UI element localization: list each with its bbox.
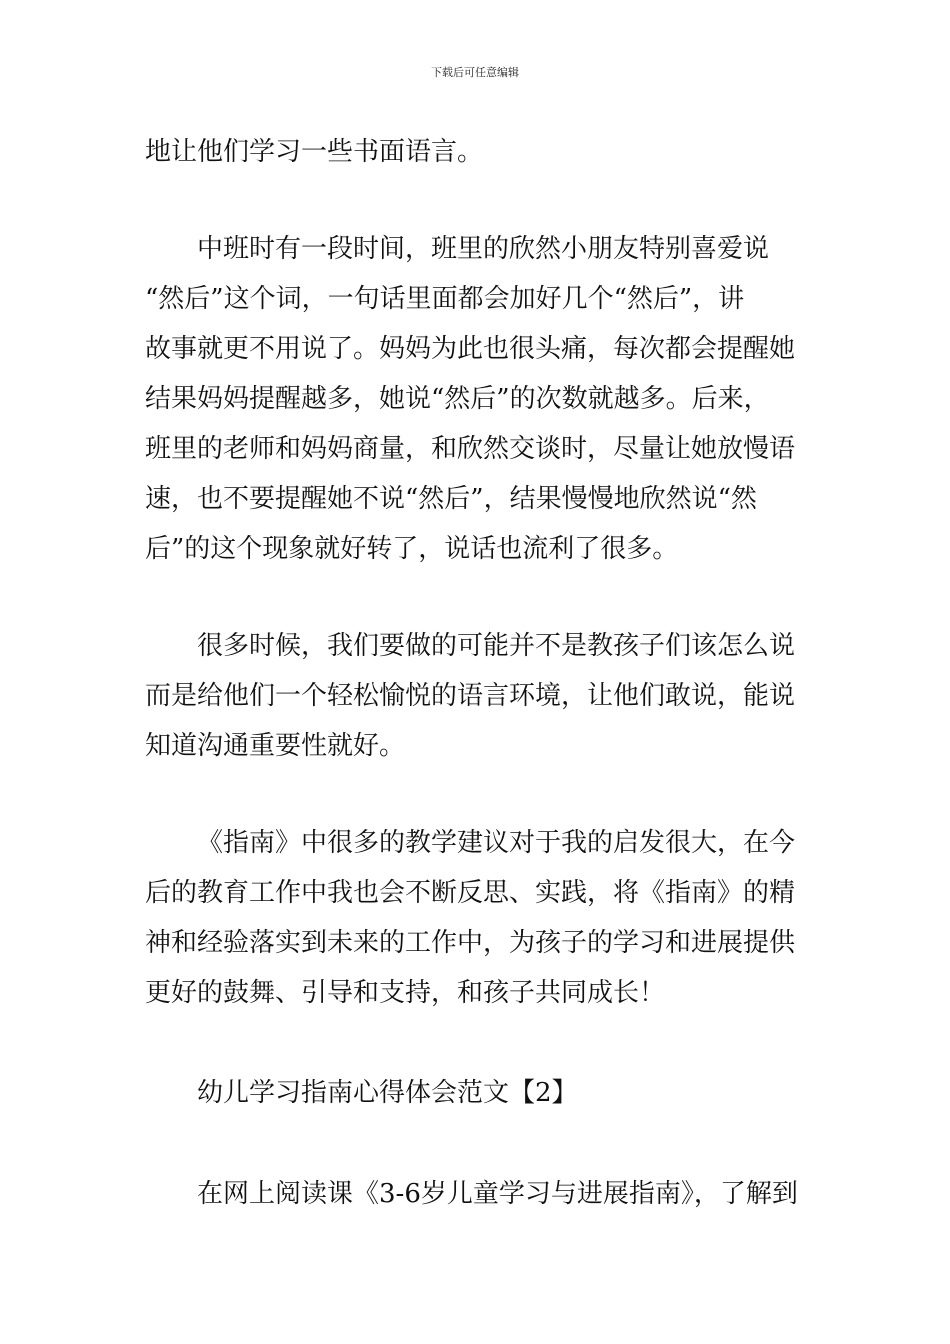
text-line: 地让他们学习一些书面语言。 — [145, 137, 484, 167]
text-line: 后的教育工作中我也会不断反思、实践，将《指南》的精 — [145, 878, 796, 908]
text-line: “然后”这个词，一句话里面都会加好几个“然后”，讲 — [145, 284, 745, 314]
text-line: 故事就更不用说了。妈妈为此也很头痛，每次都会提醒她 — [145, 334, 796, 364]
page-header: 下载后可任意编辑 — [431, 66, 519, 79]
text-line: 速，也不要提醒她不说“然后”，结果慢慢地欣然说“然 — [145, 484, 757, 514]
text-line: 中班时有一段时间，班里的欣然小朋友特别喜爱说 — [197, 234, 770, 264]
text-line: 后”的这个现象就好转了，说话也流利了很多。 — [145, 534, 679, 564]
text-line: 更好的鼓舞、引导和支持，和孩子共同成长！ — [145, 978, 666, 1008]
text-line: 《指南》中很多的教学建议对于我的启发很大，在今 — [197, 828, 796, 858]
section-heading: 幼儿学习指南心得体会范文【2】 — [197, 1078, 578, 1108]
text-line: 而是给他们一个轻松愉悦的语言环境，让他们敢说，能说 — [145, 681, 796, 711]
text-line: 结果妈妈提醒越多，她说“然后”的次数就越多。后来， — [145, 384, 770, 414]
text-line: 神和经验落实到未来的工作中，为孩子的学习和进展提供 — [145, 928, 796, 958]
text-line: 班里的老师和妈妈商量，和欣然交谈时，尽量让她放慢语 — [145, 434, 796, 464]
text-line: 在网上阅读课《3-6岁儿童学习与进展指南》，了解到 — [197, 1179, 798, 1209]
text-line: 知道沟通重要性就好。 — [145, 731, 406, 761]
text-line: 很多时候，我们要做的可能并不是教孩子们该怎么说 — [197, 631, 796, 661]
